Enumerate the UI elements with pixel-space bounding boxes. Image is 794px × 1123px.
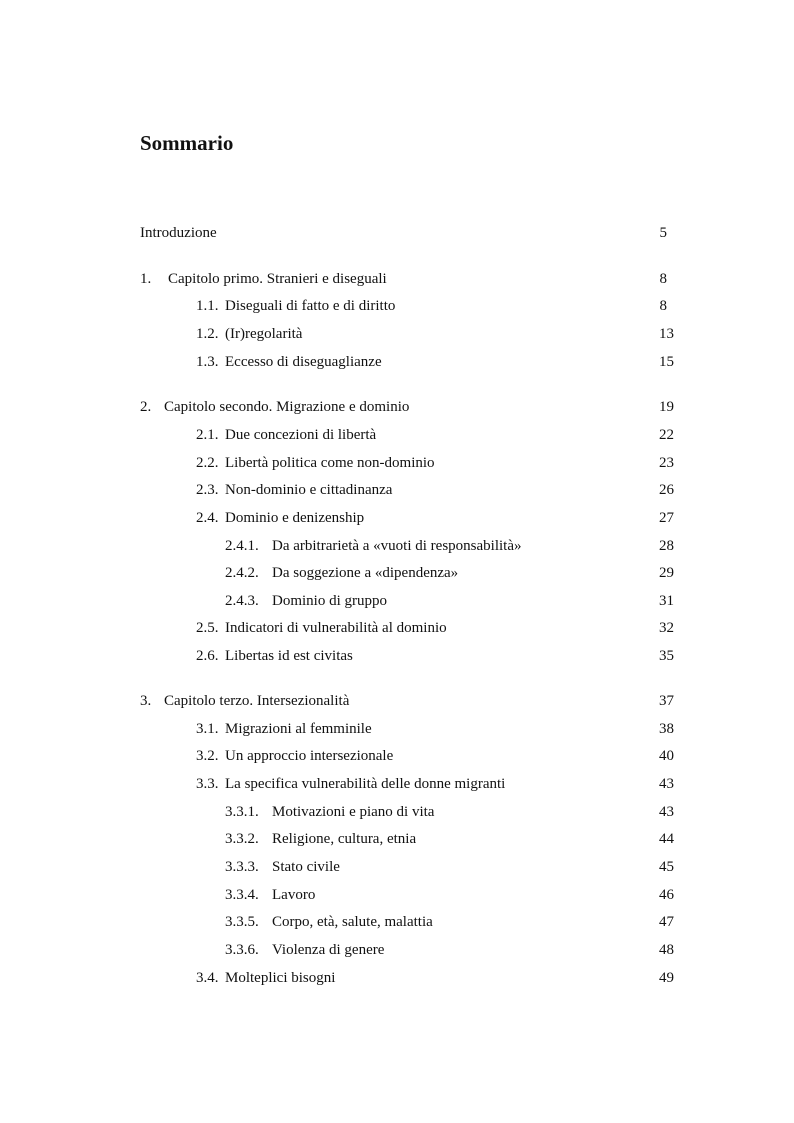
- toc-subsection-page: 43: [659, 804, 674, 820]
- toc-section-number: 2.6.: [196, 648, 219, 664]
- toc-section-label: Eccesso di diseguaglianze: [225, 354, 382, 370]
- toc-section-page: 27: [659, 510, 674, 526]
- toc-subsection-number: 3.3.6.: [225, 942, 259, 958]
- toc-subsection-2-4-1[interactable]: [0, 535, 794, 557]
- toc-section-label: Migrazioni al femminile: [225, 721, 372, 737]
- toc-entry-page: 5: [659, 225, 667, 241]
- toc-subsection-number: 3.3.3.: [225, 859, 259, 875]
- toc-section-page: 43: [659, 776, 674, 792]
- toc-subsection-2-4-2[interactable]: [0, 562, 794, 584]
- toc-chapter-number: 1.: [140, 271, 152, 287]
- toc-section-page: 15: [659, 354, 674, 370]
- toc-section-page: 38: [659, 721, 674, 737]
- toc-subsection-page: 46: [659, 887, 674, 903]
- toc-entry-introduction[interactable]: [0, 222, 794, 244]
- toc-section-number: 1.1.: [196, 298, 219, 314]
- toc-section-number: 3.3.: [196, 776, 219, 792]
- toc-section-2-4[interactable]: [0, 507, 794, 529]
- toc-section-label: Molteplici bisogni: [225, 970, 336, 986]
- toc-section-number: 1.2.: [196, 326, 219, 342]
- toc-subsection-number: 2.4.3.: [225, 593, 259, 609]
- toc-section-page: 35: [659, 648, 674, 664]
- toc-subsection-number: 3.3.5.: [225, 914, 259, 930]
- toc-section-page: 13: [659, 326, 674, 342]
- toc-section-label: Non-dominio e cittadinanza: [225, 482, 393, 498]
- toc-subsection-label: Corpo, età, salute, malattia: [272, 914, 433, 930]
- toc-section-number: 2.1.: [196, 427, 219, 443]
- toc-chapter-number: 3.: [140, 693, 152, 709]
- page-title: Sommario: [140, 131, 234, 155]
- toc-subsection-page: 48: [659, 942, 674, 958]
- toc-section-number: 2.3.: [196, 482, 219, 498]
- toc-section-label: Un approccio intersezionale: [225, 748, 394, 764]
- toc-chapter-page: 37: [659, 693, 674, 709]
- toc-section-number: 2.5.: [196, 620, 219, 636]
- toc-section-page: 40: [659, 748, 674, 764]
- toc-chapter-3[interactable]: [0, 690, 794, 712]
- toc-section-number: 2.2.: [196, 455, 219, 471]
- toc-chapter-1[interactable]: [0, 268, 794, 290]
- toc-section-page: 49: [659, 970, 674, 986]
- toc-chapter-number: 2.: [140, 399, 152, 415]
- toc-subsection-3-3-3[interactable]: [0, 856, 794, 878]
- toc-subsection-label: Motivazioni e piano di vita: [272, 804, 435, 820]
- toc-section-label: Libertà politica come non-dominio: [225, 455, 435, 471]
- toc-subsection-3-3-4[interactable]: [0, 884, 794, 906]
- toc-subsection-label: Da soggezione a «dipendenza»: [272, 565, 459, 581]
- toc-chapter-page: 19: [659, 399, 674, 415]
- toc-subsection-label: Stato civile: [272, 859, 340, 875]
- toc-section-page: 26: [659, 482, 674, 498]
- toc-section-3-4[interactable]: [0, 967, 794, 989]
- toc-section-label: Diseguali di fatto e di diritto: [225, 298, 396, 314]
- toc-section-2-1[interactable]: [0, 424, 794, 446]
- toc-section-3-3[interactable]: [0, 773, 794, 795]
- toc-subsection-label: Violenza di genere: [272, 942, 385, 958]
- toc-subsection-number: 2.4.1.: [225, 538, 259, 554]
- toc-section-1-1[interactable]: [0, 295, 794, 317]
- toc-section-label: Indicatori di vulnerabilità al dominio: [225, 620, 447, 636]
- toc-subsection-page: 45: [659, 859, 674, 875]
- toc-section-2-6[interactable]: [0, 645, 794, 667]
- toc-section-number: 3.1.: [196, 721, 219, 737]
- toc-section-2-2[interactable]: [0, 452, 794, 474]
- toc-subsection-page: 47: [659, 914, 674, 930]
- toc-section-number: 1.3.: [196, 354, 219, 370]
- toc-subsection-number: 3.3.1.: [225, 804, 259, 820]
- toc-subsection-label: Religione, cultura, etnia: [272, 831, 417, 847]
- toc-subsection-3-3-1[interactable]: [0, 801, 794, 823]
- toc-subsection-page: 28: [659, 538, 674, 554]
- toc-section-label: La specifica vulnerabilità delle donne migranti: [225, 776, 506, 792]
- toc-section-3-1[interactable]: [0, 718, 794, 740]
- toc-subsection-number: 2.4.2.: [225, 565, 259, 581]
- toc-chapter-2[interactable]: [0, 396, 794, 418]
- toc-subsection-label: Lavoro: [272, 887, 316, 903]
- toc-section-page: 32: [659, 620, 674, 636]
- toc-subsection-3-3-5[interactable]: [0, 911, 794, 933]
- toc-section-number: 3.2.: [196, 748, 219, 764]
- toc-subsection-label: Dominio di gruppo: [272, 593, 387, 609]
- toc-section-number: 3.4.: [196, 970, 219, 986]
- toc-subsection-label: Da arbitrarietà a «vuoti di responsabilità»: [272, 538, 522, 554]
- toc-chapter-page: 8: [659, 271, 667, 287]
- toc-section-label: Libertas id est civitas: [225, 648, 353, 664]
- toc-section-label: Dominio e denizenship: [225, 510, 365, 526]
- toc-chapter-label: Capitolo secondo. Migrazione e dominio: [164, 399, 410, 415]
- toc-section-page: 22: [659, 427, 674, 443]
- toc-section-2-3[interactable]: [0, 479, 794, 501]
- toc-subsection-page: 44: [659, 831, 674, 847]
- toc-subsection-2-4-3[interactable]: [0, 590, 794, 612]
- toc-section-2-5[interactable]: [0, 617, 794, 639]
- toc-section-page: 23: [659, 455, 674, 471]
- toc-entry-label: Introduzione: [140, 225, 217, 241]
- toc-subsection-number: 3.3.4.: [225, 887, 259, 903]
- toc-section-label: (Ir)regolarità: [225, 326, 303, 342]
- toc-subsection-3-3-6[interactable]: [0, 939, 794, 961]
- toc-chapter-label: Capitolo terzo. Intersezionalità: [164, 693, 350, 709]
- toc-subsection-3-3-2[interactable]: [0, 828, 794, 850]
- toc-subsection-page: 29: [659, 565, 674, 581]
- toc-section-page: 8: [659, 298, 667, 314]
- toc-subsection-number: 3.3.2.: [225, 831, 259, 847]
- toc-chapter-label: Capitolo primo. Stranieri e diseguali: [168, 271, 387, 287]
- toc-section-1-2[interactable]: [0, 323, 794, 345]
- toc-section-1-3[interactable]: [0, 351, 794, 373]
- toc-section-label: Due concezioni di libertà: [225, 427, 377, 443]
- toc-section-number: 2.4.: [196, 510, 219, 526]
- toc-section-3-2[interactable]: [0, 745, 794, 767]
- toc-subsection-page: 31: [659, 593, 674, 609]
